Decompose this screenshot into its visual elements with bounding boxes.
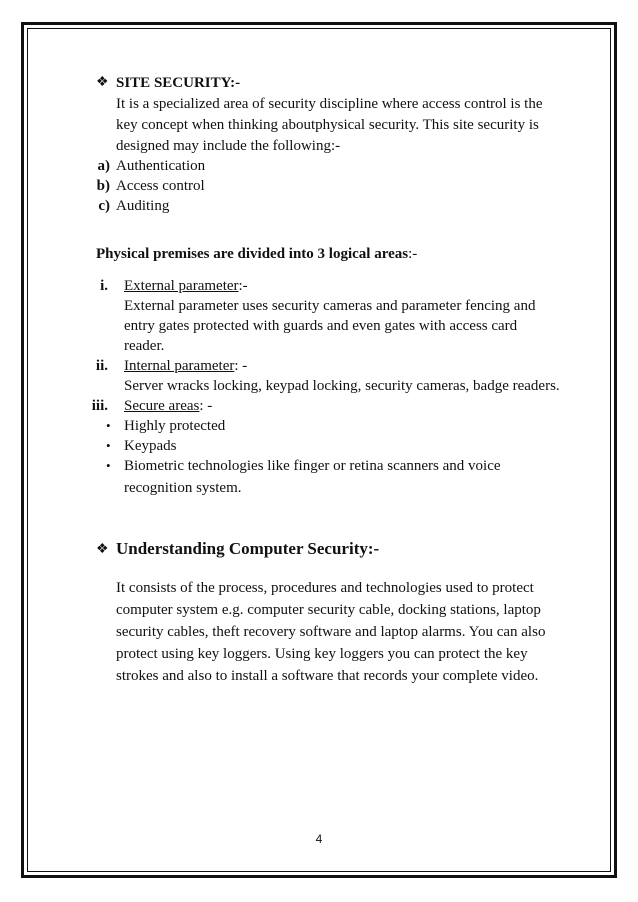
area-text-line: entry gates protected with guards and even gates with access card — [124, 318, 518, 334]
area-title-text: External parameter — [124, 278, 239, 294]
bullet-dot-icon: • — [106, 438, 111, 453]
list-marker: c) — [98, 198, 110, 214]
list-item: Access control — [116, 178, 205, 194]
area-marker: i. — [100, 278, 108, 294]
list-marker: a) — [97, 158, 110, 174]
area-title — [124, 396, 212, 416]
computer-security-para-line: protect using key loggers. Using key loggers you can protect the key — [116, 646, 528, 662]
bullet-dot-icon: • — [106, 458, 111, 473]
bullet-item: Biometric technologies like finger or retina scanners and voice — [124, 458, 501, 474]
list-marker: b) — [96, 178, 110, 194]
premises-heading-suffix: :- — [408, 246, 418, 262]
computer-security-heading: Understanding Computer Security:- — [116, 539, 380, 558]
area-title-text: Secure areas — [124, 398, 200, 414]
area-text-line: External parameter uses security cameras and parameter fencing and — [124, 298, 536, 314]
site-security-para-line: It is a specialized area of security discipline where access control is the — [116, 96, 543, 112]
computer-security-para-line: strokes and also to install a software that records your complete video. — [116, 668, 539, 684]
computer-security-para-line: computer system e.g. computer security cable, docking stations, laptop — [116, 602, 541, 618]
bullet-dot-icon: • — [106, 418, 111, 433]
diamond-bullet-icon: ❖ — [96, 75, 109, 90]
site-security-heading: SITE SECURITY:- — [116, 75, 241, 91]
premises-heading-text: Physical premises are divided into 3 logical areas — [96, 246, 409, 262]
diamond-bullet-icon: ❖ — [96, 542, 109, 557]
area-marker: ii. — [95, 358, 108, 374]
area-text-line: reader. — [124, 338, 165, 354]
bullet-item: Highly protected — [124, 418, 226, 434]
bullet-item: Keypads — [124, 438, 177, 454]
bullet-item-continuation: recognition system. — [124, 480, 242, 496]
area-title-suffix: : - — [199, 398, 213, 414]
area-title — [124, 356, 247, 376]
computer-security-para-line: It consists of the process, procedures and technologies used to protect — [116, 580, 534, 596]
page-number: 4 — [315, 832, 323, 846]
area-text-line: Server wracks locking, keypad locking, security cameras, badge readers. — [124, 378, 560, 394]
premises-heading — [96, 244, 417, 264]
area-title-suffix: :- — [238, 278, 248, 294]
area-title-suffix: : - — [234, 358, 248, 374]
area-marker: iii. — [91, 398, 108, 414]
list-item: Authentication — [116, 158, 206, 174]
area-title — [124, 276, 248, 296]
computer-security-para-line: security cables, theft recovery software and laptop alarms. You can also — [116, 624, 546, 640]
site-security-para-line: designed may include the following:- — [116, 138, 341, 154]
area-title-text: Internal parameter — [124, 358, 235, 374]
site-security-para-line: key concept when thinking aboutphysical security. This site security is — [116, 117, 539, 133]
list-item: Auditing — [116, 198, 170, 214]
